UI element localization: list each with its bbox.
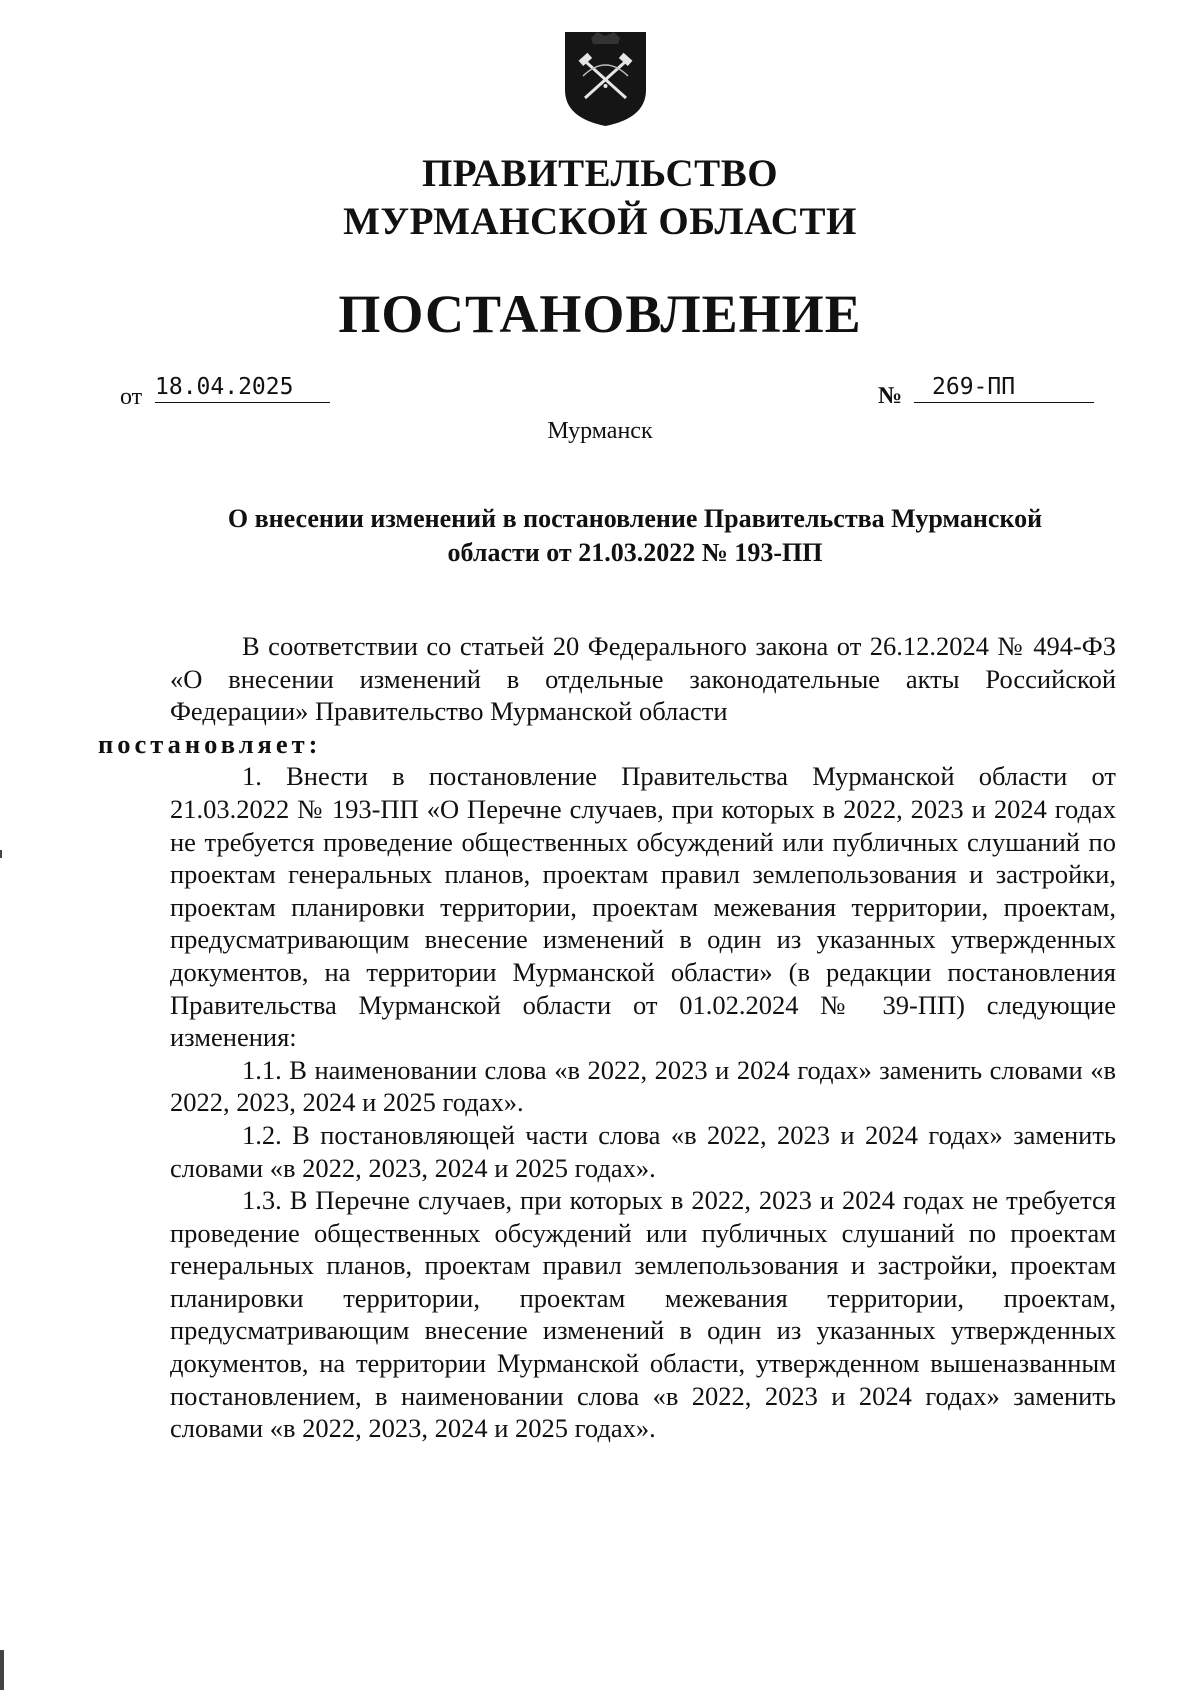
scan-artifact (0, 1650, 4, 1690)
decree-word: постановляет: (98, 728, 322, 759)
document-date: 18.04.2025 (155, 374, 330, 403)
subject-line1: О внесении изменений в постановление Правительства Мурманской (227, 504, 1043, 533)
organization-name-line2: МУРМАНСКОЙ ОБЛАСТИ (343, 200, 857, 243)
item-1-2: 1.2. В постановляющей части слова «в 2022, 2023 и 2024 годах» заменить словами «в 2022, 2023, 2024 и 2025 годах». (170, 1119, 1116, 1183)
coat-of-arms-icon (563, 28, 648, 128)
scan-artifact (0, 850, 2, 858)
document-type: ПОСТАНОВЛЕНИЕ (338, 284, 862, 344)
date-label: от (120, 384, 143, 410)
item-1-1: 1.1. В наименовании слова «в 2022, 2023 и 2024 годах» заменить словами «в 2022, 2023, 2024 и 2025 годах». (170, 1054, 1116, 1118)
organization-name-line1: ПРАВИТЕЛЬСТВО (421, 152, 779, 195)
item-1-3: 1.3. В Перечне случаев, при которых в 2022, 2023 и 2024 годах не требуется проведение общественных обсуждений или публичных слушаний по проектам генеральных планов, проектам правил землепользования и застройки, проектам планировки территории, проектам межевания территории, проектам, предусматривающим внесение изменений в один из указанных утвержденных документов, на территории Мурманской области, утвержденном вышеназванным постановлением, в наименовании слова «в 2022, 2023 и 2024 годах» заменить словами «в 2022, 2023, 2024 и 2025 годах». (170, 1185, 1116, 1444)
document-body (98, 630, 1116, 1445)
number-label: № (878, 383, 903, 409)
document-subject (170, 502, 1100, 570)
subject-line2: области от 21.03.2022 № 193-ПП (447, 538, 823, 567)
preamble-paragraph (98, 630, 1116, 760)
item-1: 1. Внести в постановление Правительства Мурманской области от 21.03.2022 № 193-ПП «О Перечне случаев, при которых в 2022, 2023 и 2024 годах не требуется проведение общественных обсуждений или публичных слушаний по проектам генеральных планов, проектам правил землепользования и застройки, проектам планировки территории, проектам межевания территории, проектам, предусматривающим внесение изменений в один из указанных утвержденных документов, на территории Мурманской области» (в редакции постановления Правительства Мурманской области от 01.02.2024 № 39-ПП) следующие изменения: (170, 761, 1116, 1053)
city-name: Мурманск (547, 418, 653, 444)
preamble-text: В соответствии со статьей 20 Федерального закона от 26.12.2024 № 494-ФЗ «О внесении изменений в отдельные законодательные акты Российской Федерации» Правительство Мурманской области (170, 631, 1116, 727)
document-number: 269-ПП (914, 374, 1094, 403)
